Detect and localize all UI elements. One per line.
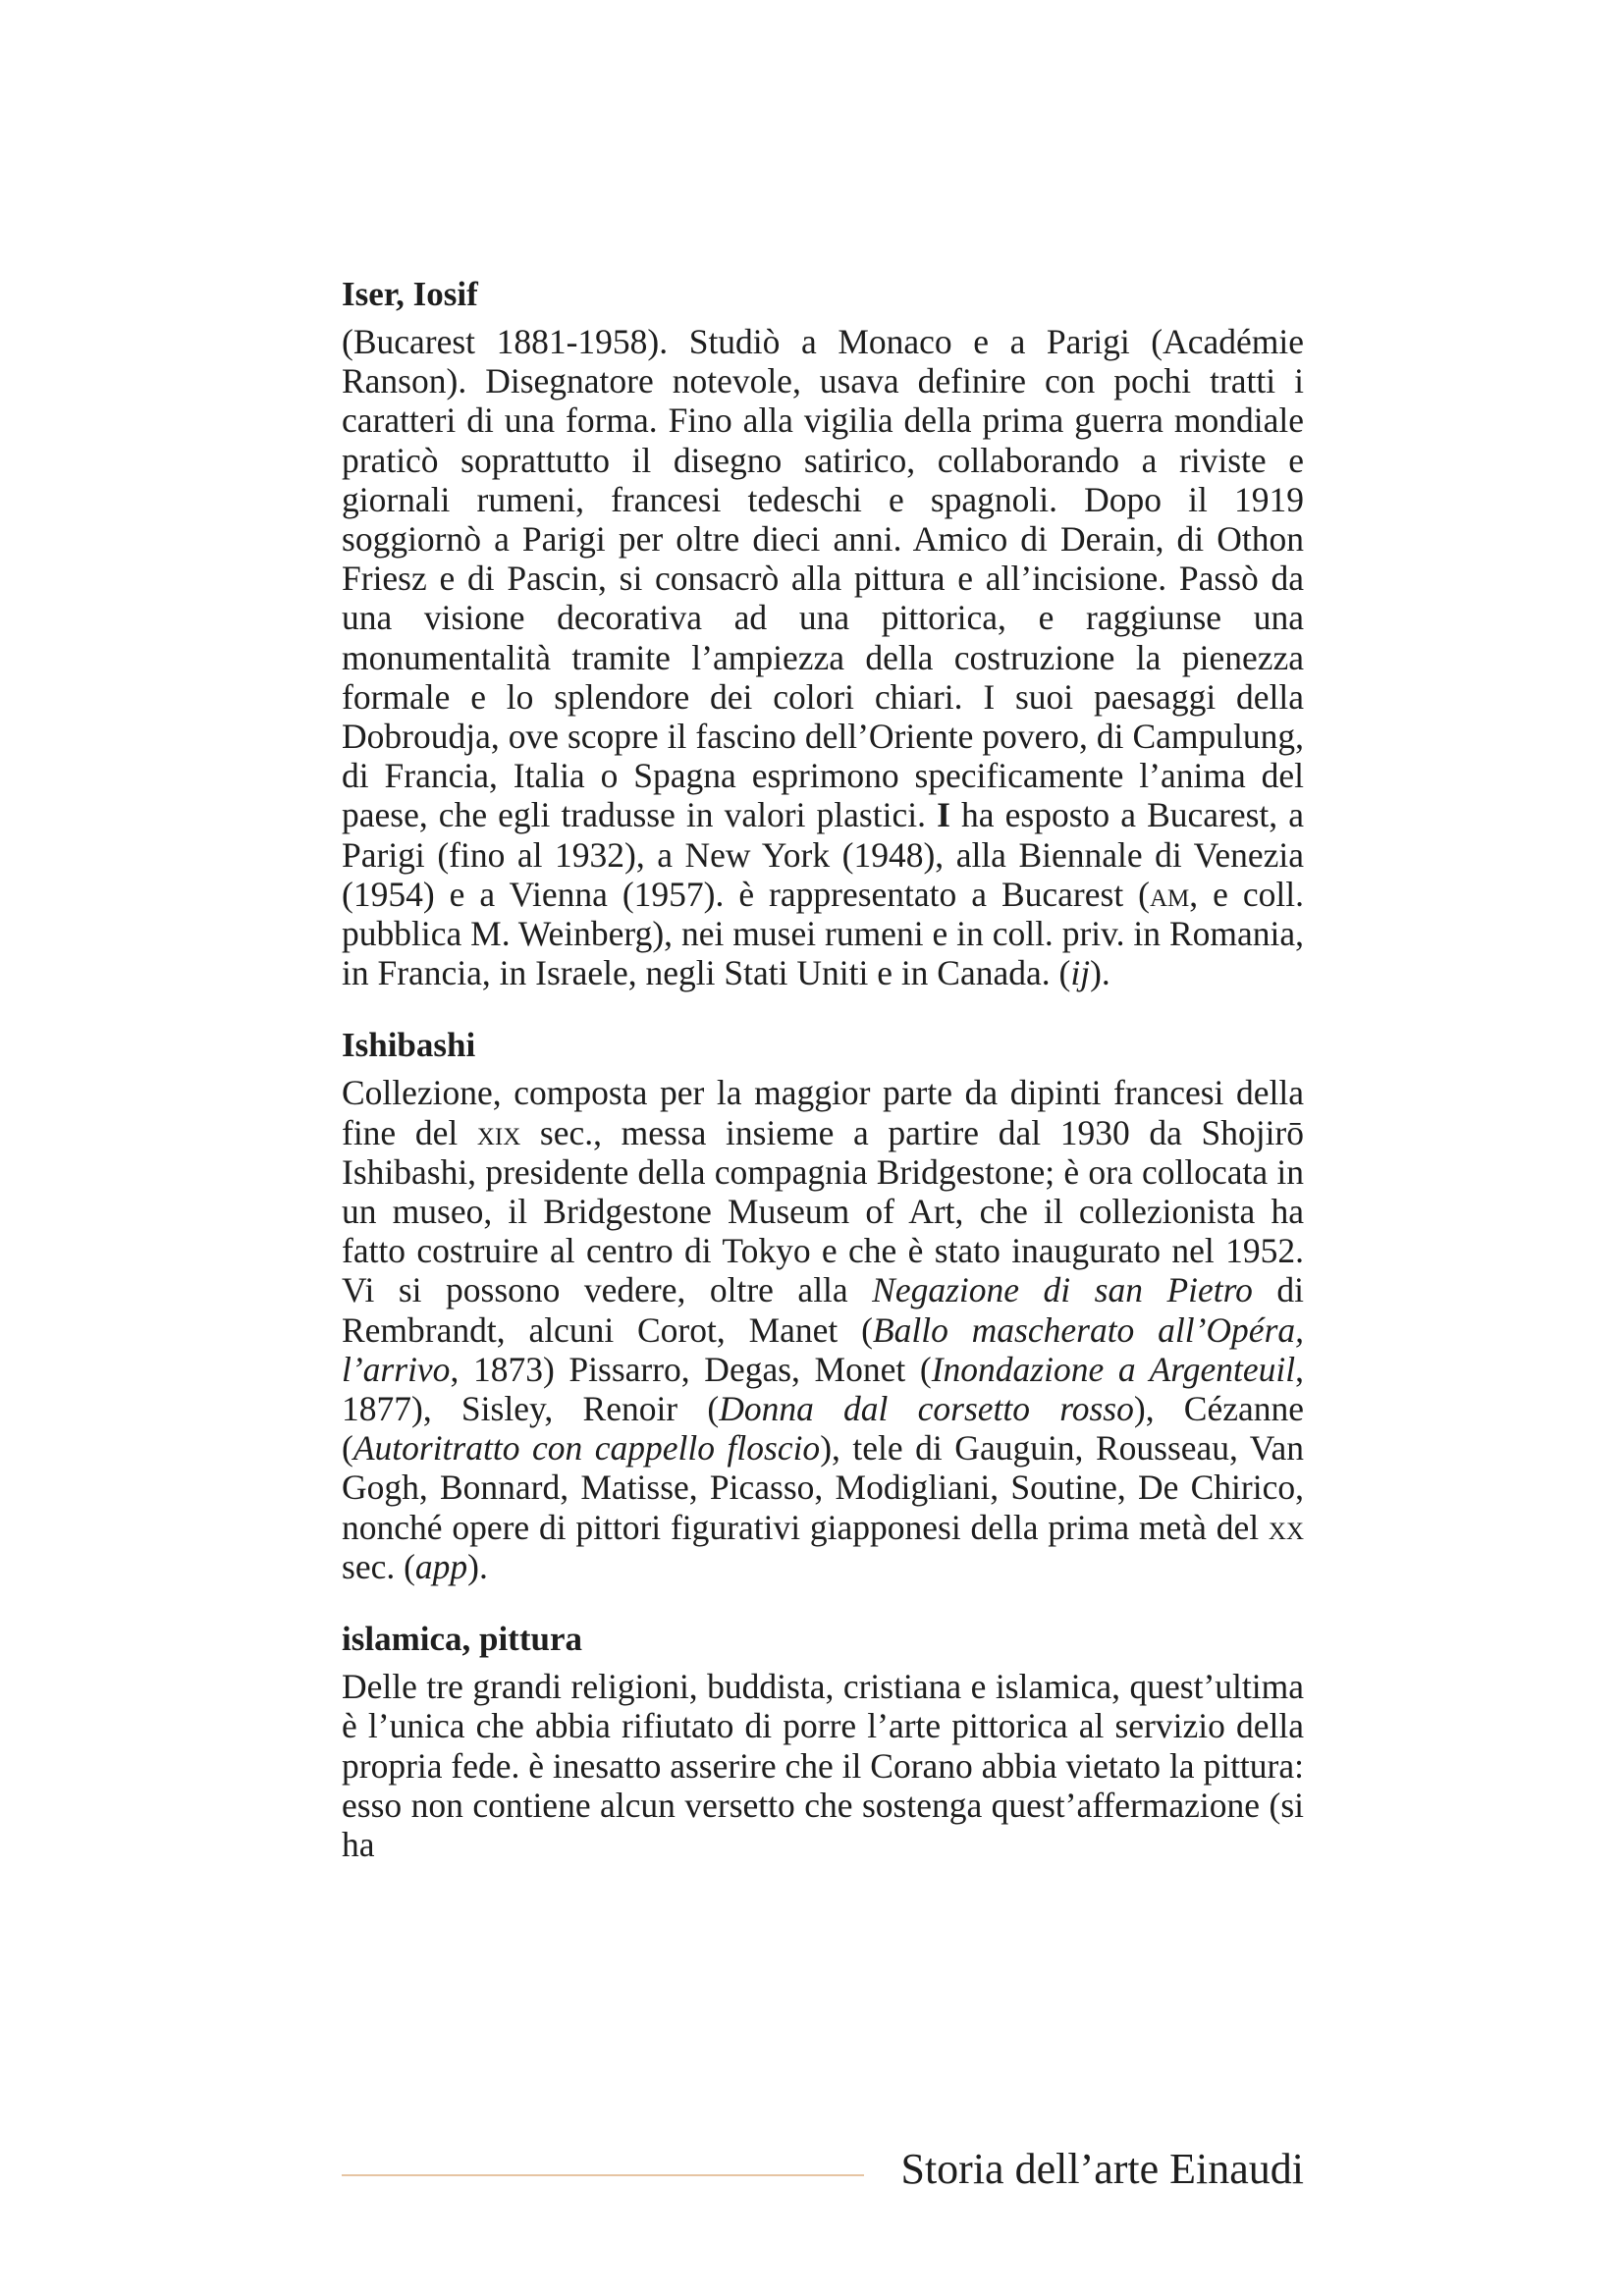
entry-title: Ishibashi [342,1026,476,1065]
text-run: ). [1090,953,1110,993]
text-run: xx [1268,1507,1304,1547]
text-run: sec. ( [342,1546,415,1586]
text-run: I [937,795,950,835]
entry-text [342,1667,1304,1864]
entry-text [342,1073,1304,1586]
text-run: Inondazione a Argenteuil [931,1349,1296,1389]
entry-title: islamica, pittura [342,1620,582,1659]
text-run: ). [467,1546,488,1586]
entry-islamica-pittura [342,1618,1304,1864]
text-run: Donna dal corsetto rosso [719,1389,1134,1429]
text-run: app [414,1546,468,1586]
text-run: Autoritratto con cappello floscio [352,1428,821,1468]
text-run: Ballo mascherato all’Opéra, l’arrivo [342,1309,1305,1389]
text-run: ha esposto a Bucarest, a Parigi (fino al 1932), a New York (1948), alla Biennale di Venezia (1954) e a Vienna (1957). è rappresentato a Bucarest ( [342,795,1305,914]
entry-text [342,322,1304,992]
text-run: , e coll. pubblica M. Weinberg), nei musei rumeni e in coll. priv. in Romania, in Francia, in Israele, negli Stati Uniti e in Canada. ( [342,874,1304,993]
text-run: xix [476,1112,521,1152]
text-run: am [1149,874,1190,914]
text-run: , 1873) Pissarro, Degas, Monet ( [450,1349,932,1389]
text-run: ), tele di Gauguin, Rousseau, Van Gogh, Bonnard, Matisse, Picasso, Modigliani, Soutine, De Chirico, nonché opere di pittori figurativi giapponesi della prima metà del [342,1428,1304,1547]
footer-label: Storia dell’arte Einaudi [900,2145,1304,2193]
text-run: sec., messa insieme a partire dal 1930 da Shojirō Ishibashi, presidente della compagnia Bridgestone; è ora collocata in un museo, il Bridgestone Museum of Art, che il collezionista ha fatto costruire al centro di Tokyo e che è stato inaugurato nel 1952. Vi si possono vedere, oltre alla [342,1112,1305,1310]
text-run: Collezione, composta per la maggior parte da dipinti francesi della fine del [342,1073,1304,1152]
page-body [342,273,1304,1896]
text-run: (Bucarest 1881-1958). Studiò a Monaco e a Parigi (Académie Ranson). Disegnatore notevole, usava definire con pochi tratti i caratteri di una forma. Fino alla vigilia della prima guerra mondiale praticò soprattutto il disegno satirico, collaborando a riviste e giornali rumeni, francesi tedeschi e spagnoli. Dopo il 1919 soggiornò a Parigi per oltre dieci anni. Amico di Derain, di Othon Friesz e di Pascin, si consacrò alla pittura e all’incisione. Passò da una visione decorativa ad una pittorica, e raggiunse una monumentalità tramite l’ampiezza della costruzione la pienezza formale e lo splendore dei colori chiari. I suoi paesaggi della Dobroudja, ove scopre il fascino dell’Oriente povero, di Campulung, di Francia, Italia o Spagna esprimono specificamente l’anima del paese, che egli tradusse in valori plastici. [342,322,1304,835]
text-run: Delle tre grandi religioni, buddista, cristiana e islamica, quest’ultima è l’unica che abbia rifiutato di porre l’arte pittorica al servizio della propria fede. è inesatto asserire che il Corano abbia vietato la pittura: esso non contiene alcun versetto che sostenga quest’affermazione (si ha [342,1667,1304,1864]
text-run: , 1877), Sisley, Renoir ( [342,1349,1304,1429]
text-run: di Rembrandt, alcuni Corot, Manet ( [342,1270,1305,1350]
footer-rule [342,2174,864,2176]
page-footer [342,2140,1304,2199]
text-run: Negazione di san Pietro [872,1270,1253,1310]
text-run: ij [1070,953,1091,993]
entry-iser-iosif [342,273,1304,992]
entry-ishibashi [342,1024,1304,1586]
text-run: ), Cézanne ( [342,1389,1305,1468]
entry-title: Iser, Iosif [342,275,478,313]
